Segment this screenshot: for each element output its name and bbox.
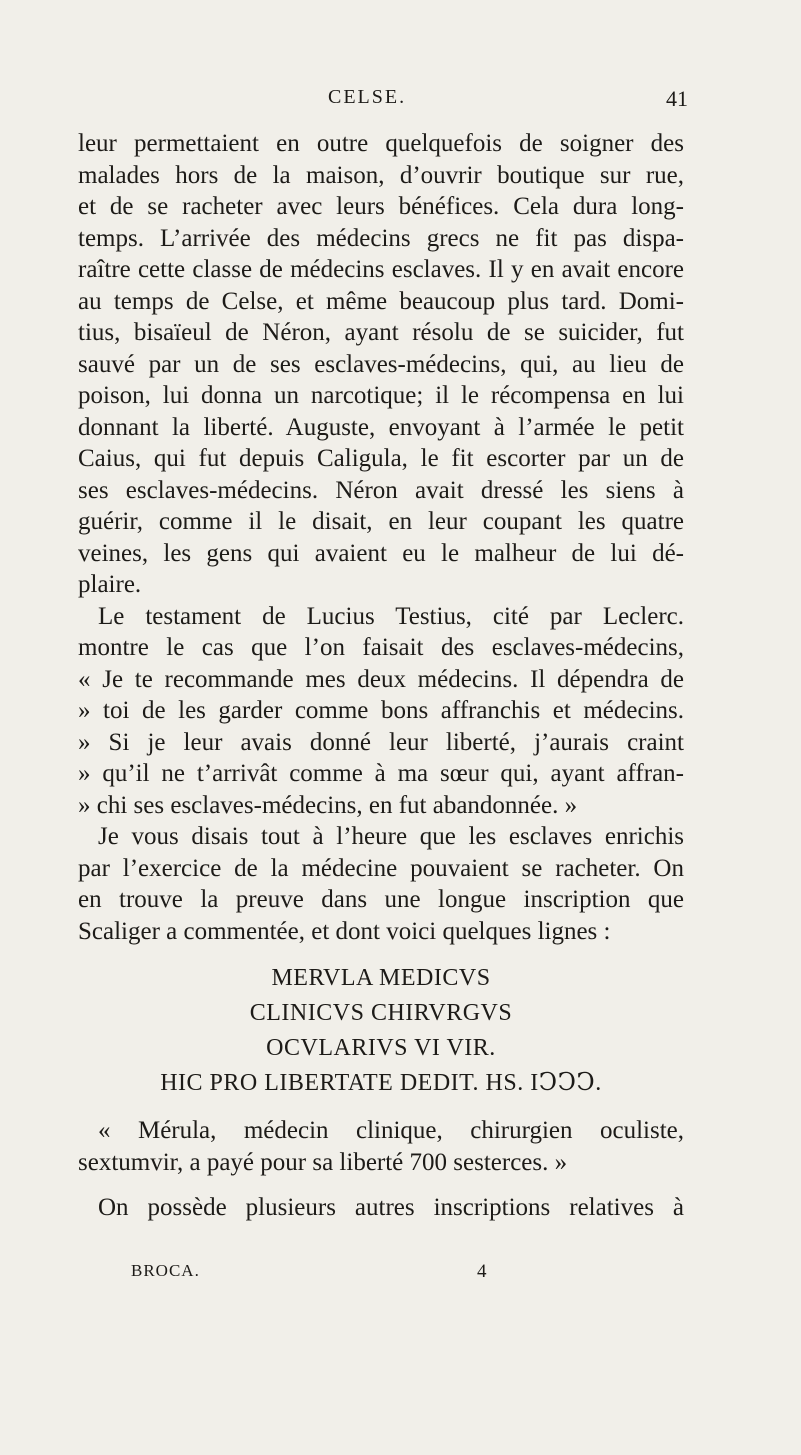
text-line: « Je te recommande mes deux médecins. Il dépendra de [78,665,684,693]
text-line: Je vous disais tout à l’heure que les esclaves enrichis [98,823,684,850]
running-head: CELSE. [328,86,407,108]
text-line: guérir, comme il le disait, en leur coupant les quatre [78,508,684,535]
signature-mark: BROCA. [131,1261,200,1280]
latin-inscription [78,961,684,1101]
paragraph-1 [78,128,684,601]
text-line: « Mérula, médecin clinique, chirurgien oculiste, [98,1117,684,1144]
paragraph-2 [78,601,684,822]
text-line: » toi de les garder comme bons affranchis et médecins. [78,697,684,724]
text-line: par l’exercice de la médecine pouvaient se racheter. On [78,854,684,882]
text-line: » Si je leur avais donné leur liberté, j’aurais craint [78,728,684,756]
paragraph-4 [78,1115,684,1178]
text-line: poison, lui donna un narcotique; il le récompensa en lui [78,382,684,409]
text-line: Scaliger a commentée, et dont voici quelques lignes : [78,917,611,945]
paragraph-3 [78,821,684,947]
paragraph-5 [78,1192,684,1224]
inscription-line: OCVLARIVS VI VIR. [266,1035,496,1061]
text-line: malades hors de la maison, d’ouvrir boutique sur rue, [78,161,684,189]
text-line: sextumvir, a payé pour sa liberté 700 sesterces. » [78,1148,568,1176]
inscription-line: MERVLA MEDICVS [271,965,491,991]
body-text [78,128,684,1224]
text-line: sauvé par un de ses esclaves-médecins, qui, au lieu de [78,350,684,378]
text-line: montre le cas que l’on faisait des esclaves-médecins, [78,634,684,661]
text-line: donnant la liberté. Auguste, envoyant à l’armée le petit [78,413,684,441]
spacer [78,1101,684,1115]
signature-number: 4 [477,1261,487,1282]
text-line: raître cette classe de médecins esclaves. Il y en avait encore [78,256,684,283]
text-line: et de se racheter avec leurs bénéfices. Cela dura long- [78,193,684,220]
page-header [328,86,688,114]
text-line: On possède plusieurs autres inscriptions relatives à [98,1194,684,1221]
page-number: 41 [666,86,688,111]
text-line: ses esclaves-médecins. Néron avait dressé les siens à [78,476,684,504]
spacer [78,1178,684,1192]
text-line: au temps de Celse, et même beaucoup plus tard. Domi- [78,287,684,315]
text-line: veines, les gens qui avaient eu le malheur de lui dé- [78,539,684,567]
text-line: Caius, qui fut depuis Caligula, le fit escorter par un de [78,445,684,472]
text-line: plaire. [78,571,142,598]
text-line: » chi ses esclaves-médecins, en fut abandonnée. » [78,791,578,819]
spacer [78,947,684,961]
text-line: en trouve la preuve dans une longue inscription que [78,886,684,913]
text-line: temps. L’arrivée des médecins grecs ne fit pas dispa- [78,224,684,252]
text-line: Le testament de Lucius Testius, cité par Leclerc. [98,602,684,630]
page-footer [131,1261,531,1285]
text-line: » qu’il ne t’arrivât comme à ma sœur qui, ayant affran- [78,760,684,787]
text-line: tius, bisaïeul de Néron, ayant résolu de se suicider, fut [78,319,684,346]
inscription-line: CLINICVS CHIRVRGVS [249,1000,513,1026]
text-line: leur permettaient en outre quelquefois de soigner des [78,130,684,157]
inscription-line: HIC PRO LIBERTATE DEDIT. HS. IↃↃↃ. [160,1070,602,1096]
